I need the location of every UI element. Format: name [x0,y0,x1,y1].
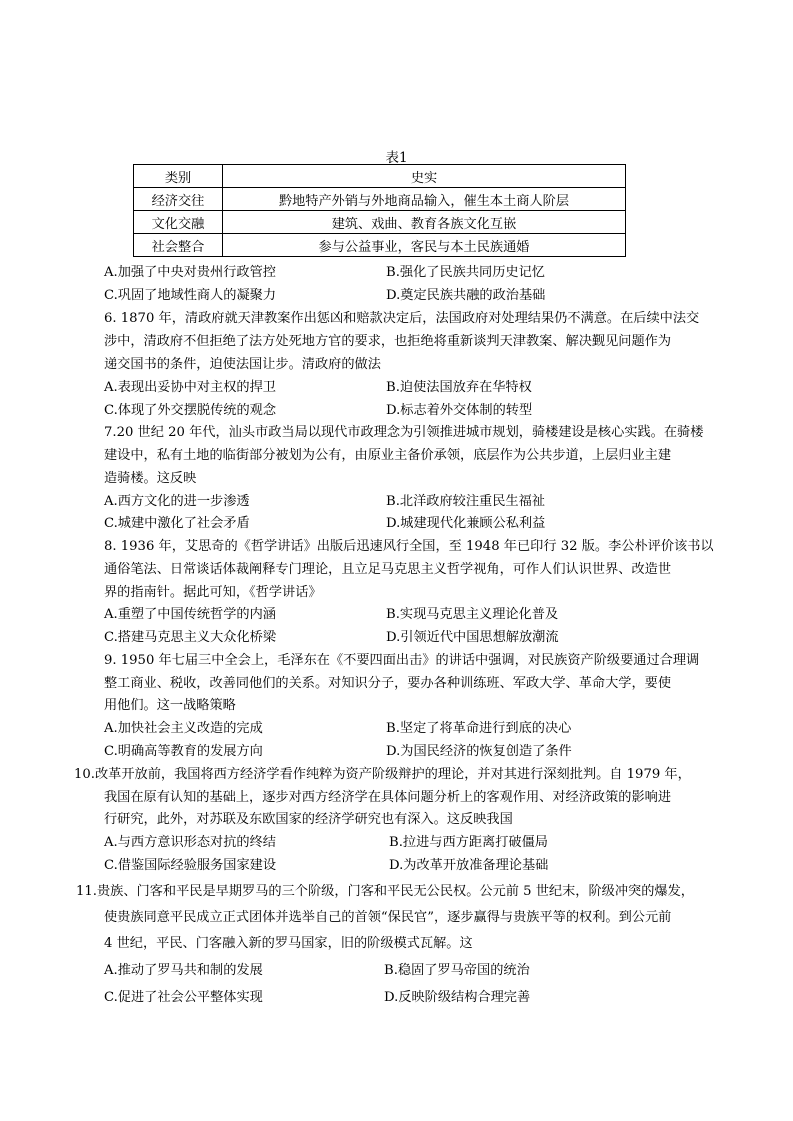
table-cell: 参与公益事业，客民与本土民族通婚 [223,234,626,257]
q9-option-a: A.加快社会主义改造的完成 [104,721,263,736]
q5-option-c: C.巩固了地域性商人的凝聚力 [104,288,277,303]
q9-stem-line: 9. 1950 年七届三中全会上，毛泽东在《不要四面出击》的讲话中强调，对民族资产阶级要通过合理调 [104,653,700,668]
table-row [134,211,626,234]
table-caption: 表1 [385,150,408,166]
q10-stem-line: 行研究，此外，对苏联及东欧国家的经济学研究也有深入。这反映我国 [104,812,513,827]
q6-stem-line: 涉中，清政府不但拒绝了法方处死地方官的要求，也拒绝将重新谈判天津教案、解决觐见问题作为 [104,334,672,349]
q11-option-b: B.稳固了罗马帝国的统治 [384,963,530,978]
q8-stem-line: 通俗笔法、日常谈话体裁阐释专门理论，且立足马克思主义哲学视角，可作人们认识世界、改造世 [104,562,672,577]
q10-option-c: C.借鉴国际经验服务国家建设 [104,858,277,873]
q9-stem-line: 整工商业、税收，改善同他们的关系。对知识分子，要办各种训练班、军政大学、革命大学，要使 [104,676,672,691]
q6-option-c: C.体现了外交摆脱传统的观念 [104,403,277,418]
q8-stem-line: 界的指南针。据此可知，《哲学讲话》 [104,585,322,600]
table-row [134,188,626,211]
q11-stem-line: 4 世纪，平民、门客融入新的罗马国家，旧的阶级模式瓦解。这 [104,936,473,951]
q8-option-a: A.重塑了中国传统哲学的内涵 [104,607,276,622]
q9-option-d: D.为国民经济的恢复创造了条件 [386,744,572,759]
q6-option-d: D.标志着外交体制的转型 [386,403,533,418]
q11-option-c: C.促进了社会公平整体实现 [104,990,263,1005]
q5-option-a: A.加强了中央对贵州行政管控 [104,265,276,280]
q11-option-a: A.推动了罗马共和制的发展 [104,963,263,978]
q6-stem-line: 递交国书的条件，迫使法国让步。清政府的做法 [104,357,381,372]
q7-option-c: C.城建中激化了社会矛盾 [104,516,250,531]
q10-stem-line: 我国在原有认知的基础上，逐步对西方经济学在具体问题分析上的客观作用、对经济政策的影响进 [104,790,672,805]
table-cell: 黔地特产外销与外地商品输入，催生本土商人阶层 [223,188,626,211]
q9-option-c: C.明确高等教育的发展方向 [104,744,263,759]
q6-stem-line: 6. 1870 年，清政府就天津教案作出惩凶和赔款决定后，法国政府对处理结果仍不满意。在后续中法交 [104,311,700,326]
table-cell: 经济交往 [134,188,223,211]
q7-stem-line: 造骑楼。这反映 [104,471,197,486]
q10-option-b: B.拉进与西方距离打破僵局 [389,835,548,850]
q10-stem-line: 10.改革开放前，我国将西方经济学看作纯粹为资产阶级辩护的理论，并对其进行深刻批判。自 1979 年， [74,767,691,782]
q5-option-d: D.奠定民族共融的政治基础 [386,288,546,303]
q11-option-d: D.反映阶级结构合理完善 [384,990,531,1005]
q8-option-c: C.搭建马克思主义大众化桥梁 [104,630,277,645]
q9-option-b: B.坚定了将革命进行到底的决心 [386,721,572,736]
table-cell: 建筑、戏曲、教育各族文化互嵌 [223,211,626,234]
q5-option-b: B.强化了民族共同历史记忆 [386,265,545,280]
table-cell: 文化交融 [134,211,223,234]
q7-stem-line: 7.20 世纪 20 年代，汕头市政当局以现代市政理念为引领推进城市规划，骑楼建设是核心实践。在骑楼 [104,425,704,440]
q11-stem-line: 11.贵族、门客和平民是早期罗马的三个阶级，门客和平民无公民权。公元前 5 世纪末，阶级冲突的爆发， [76,884,694,899]
q11-stem-line: 使贵族同意平民成立正式团体并选举自己的首领“保民官”，逐步赢得与贵族平等的权利。到公元前 [104,910,672,925]
table-row [134,234,626,257]
q6-option-b: B.迫使法国放弃在华特权 [386,380,532,395]
table-header-cell: 史实 [223,165,626,188]
table-header-row [134,165,626,188]
q8-stem-line: 8. 1936 年，艾思奇的《哲学讲话》出版后迅速风行全国，至 1948 年已印行 32 版。李公朴评价该书以 [104,539,714,554]
q8-option-d: D.引领近代中国思想解放潮流 [386,630,559,645]
history-table [133,164,626,257]
q7-option-b: B.北洋政府较注重民生福祉 [386,494,545,509]
q10-option-a: A.与西方意识形态对抗的终结 [104,835,276,850]
q8-option-b: B.实现马克思主义理论化普及 [386,607,559,622]
table-header-cell: 类别 [134,165,223,188]
q9-stem-line: 用他们。这一战略策略 [104,698,236,713]
table-cell: 社会整合 [134,234,223,257]
q7-option-a: A.西方文化的进一步渗透 [104,494,250,509]
q6-option-a: A.表现出妥协中对主权的捍卫 [104,380,276,395]
q10-option-d: D.为改革开放准备理论基础 [389,858,549,873]
q7-stem-line: 建设中，私有土地的临街部分被划为公有，由原业主备价承领，底层作为公共步道，上层归业主建 [104,448,672,463]
q7-option-d: D.城建现代化兼顾公私利益 [386,516,546,531]
